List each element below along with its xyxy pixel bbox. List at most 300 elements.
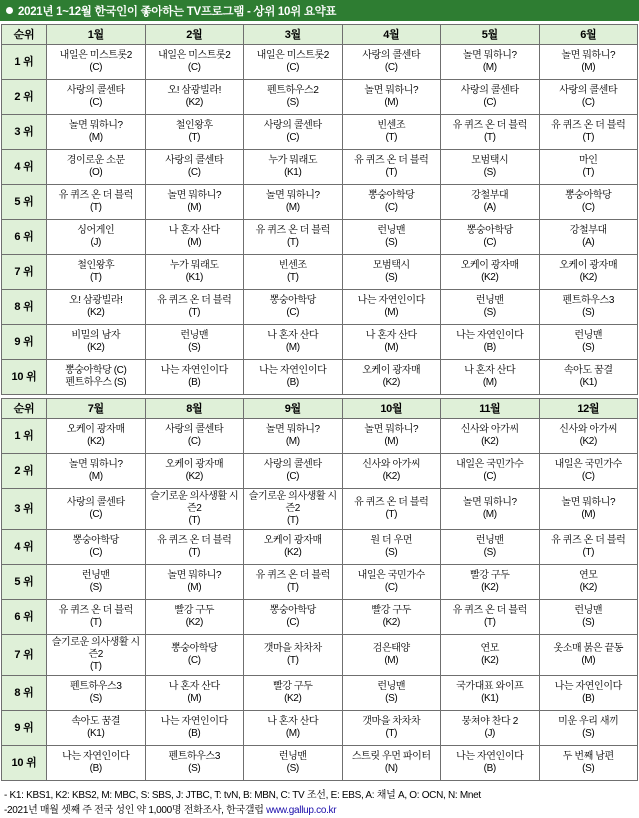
program-cell: [47, 80, 146, 115]
network-code: (S): [286, 763, 299, 774]
table-row: [2, 80, 638, 115]
program-name: 사랑의 콜센타: [263, 459, 322, 470]
program-name: 놀면 뭐하니?: [68, 459, 123, 470]
network-code: (B): [483, 763, 496, 774]
program-name: 모범택시: [372, 260, 410, 271]
column-header-month-3: 3월: [244, 25, 343, 45]
network-code: (O): [89, 167, 103, 178]
program-cell: [441, 150, 540, 185]
program-name: 갯마을 차차차: [263, 643, 322, 654]
network-code: (M): [187, 582, 202, 593]
program-name: 비밀의 남자: [71, 330, 121, 341]
program-cell: [145, 185, 244, 220]
footnote-network-legend: - K1: KBS1, K2: KBS2, M: MBC, S: SBS, J: JTBC, T: tvN, B: MBN, C: TV 조선, E: EBS, A: 채널 A, O: OCN, N: Mnet: [4, 790, 481, 801]
rank-label: 3 위: [2, 115, 47, 150]
network-code: (C): [286, 132, 300, 143]
program-cell: [539, 115, 638, 150]
program-cell: [244, 454, 343, 489]
program-name: 신사와 아가씨: [362, 459, 421, 470]
program-cell: [342, 115, 441, 150]
program-name: 나는 자연인이다: [160, 365, 228, 376]
program-name: 신사와 아가씨: [460, 424, 519, 435]
program-cell: [539, 530, 638, 565]
network-code: (S): [582, 617, 595, 628]
column-header-rank: 순위: [2, 25, 47, 45]
network-code: (K2): [481, 436, 499, 447]
program-cell: [441, 255, 540, 290]
program-cell: [145, 676, 244, 711]
program-cell: [539, 220, 638, 255]
program-cell: [441, 45, 540, 80]
table-row: [2, 290, 638, 325]
network-code: (S): [582, 728, 595, 739]
table-row: [2, 635, 638, 676]
network-code: (K1): [481, 693, 499, 704]
program-cell: [342, 711, 441, 746]
program-name: 빨강 구두: [273, 681, 313, 692]
table-row: [2, 600, 638, 635]
network-code: (J): [484, 728, 495, 739]
network-code: (K1): [87, 728, 105, 739]
program-name: 놀면 뭐하니?: [462, 50, 517, 61]
network-code: (B): [89, 763, 102, 774]
program-cell: [244, 220, 343, 255]
program-name: 사랑의 콜센타: [362, 50, 421, 61]
column-header-month-10: 10월: [342, 399, 441, 419]
program-name: 유 퀴즈 온 더 블럭: [452, 605, 527, 616]
program-cell: [441, 635, 540, 676]
program-name: 사랑의 콜센타: [66, 497, 125, 508]
network-code: (C): [384, 202, 398, 213]
program-cell: [244, 600, 343, 635]
program-name: 내일은 미스트롯2: [256, 50, 329, 61]
column-header-month-11: 11월: [441, 399, 540, 419]
program-name: 놀면 뭐하니?: [265, 190, 320, 201]
program-cell: [47, 565, 146, 600]
program-name: 유 퀴즈 온 더 블럭: [58, 190, 133, 201]
rank-label: 8 위: [2, 676, 47, 711]
network-code: (M): [187, 237, 202, 248]
program-cell: [539, 360, 638, 395]
program-cell: [342, 325, 441, 360]
program-name: 런닝맨: [475, 535, 504, 546]
program-cell: [244, 325, 343, 360]
program-name: 뽕숭아학당 (C) 펜트하우스 (S): [65, 365, 127, 388]
table-row: [2, 185, 638, 220]
network-code: (B): [188, 728, 201, 739]
network-code: (C): [384, 62, 398, 73]
program-cell: [244, 746, 343, 781]
program-name: 나는 자연인이다: [357, 295, 425, 306]
table-row: [2, 454, 638, 489]
network-code: (C): [286, 307, 300, 318]
program-cell: [441, 530, 540, 565]
program-name: 유 퀴즈 온 더 블럭: [551, 535, 626, 546]
program-cell: [441, 325, 540, 360]
network-code: (K2): [87, 342, 105, 353]
program-name: 연모: [480, 643, 500, 654]
column-header-month-9: 9월: [244, 399, 343, 419]
program-name: 펜트하우스3: [70, 681, 122, 692]
table-body: [2, 45, 638, 395]
program-name: 오케이 광자매: [460, 260, 519, 271]
network-code: (K1): [579, 377, 597, 388]
program-cell: [145, 530, 244, 565]
program-cell: [441, 419, 540, 454]
program-cell: [244, 290, 343, 325]
column-header-month-2: 2월: [145, 25, 244, 45]
column-header-month-6: 6월: [539, 25, 638, 45]
table-row: [2, 360, 638, 395]
network-code: (T): [89, 661, 102, 672]
network-code: (K2): [481, 272, 499, 283]
table-row: [2, 565, 638, 600]
network-code: (C): [286, 62, 300, 73]
network-code: (T): [385, 167, 398, 178]
program-cell: [47, 150, 146, 185]
program-cell: [441, 746, 540, 781]
program-cell: [244, 185, 343, 220]
program-name: 사랑의 콜센타: [165, 424, 224, 435]
program-cell: [244, 80, 343, 115]
program-name: 유 퀴즈 온 더 블럭: [255, 225, 330, 236]
network-code: (T): [582, 167, 595, 178]
program-name: 오! 삼광빌라!: [69, 295, 123, 306]
program-cell: [441, 290, 540, 325]
network-code: (C): [483, 237, 497, 248]
table-row: [2, 676, 638, 711]
program-name: 나 혼자 산다: [267, 716, 319, 727]
program-name: 싱어게인: [77, 225, 115, 236]
program-cell: [244, 530, 343, 565]
rank-label: 2 위: [2, 454, 47, 489]
program-cell: [539, 489, 638, 530]
table-row: [2, 150, 638, 185]
network-code: (C): [384, 582, 398, 593]
rank-label: 9 위: [2, 325, 47, 360]
network-code: (S): [385, 693, 398, 704]
program-cell: [47, 290, 146, 325]
network-code: (K2): [87, 307, 105, 318]
program-cell: [145, 45, 244, 80]
network-code: (T): [483, 132, 496, 143]
network-code: (C): [89, 509, 103, 520]
program-name: 강철부대: [569, 225, 607, 236]
network-code: (K1): [185, 272, 203, 283]
network-code: (M): [285, 728, 300, 739]
program-cell: [145, 711, 244, 746]
program-cell: [342, 45, 441, 80]
network-code: (T): [89, 617, 102, 628]
program-cell: [47, 419, 146, 454]
program-name: 놀면 뭐하니?: [364, 85, 419, 96]
program-cell: [342, 565, 441, 600]
program-name: 오케이 광자매: [263, 535, 322, 546]
program-name: 옷소매 붉은 끝동: [553, 643, 624, 654]
program-name: 사랑의 콜센타: [559, 85, 618, 96]
program-name: 런닝맨: [81, 570, 110, 581]
program-cell: [244, 676, 343, 711]
program-cell: [145, 489, 244, 530]
program-name: 누가 뭐래도: [268, 155, 318, 166]
column-header-month-12: 12월: [539, 399, 638, 419]
network-code: (M): [482, 509, 497, 520]
network-code: (M): [88, 471, 103, 482]
program-name: 내일은 미스트롯2: [158, 50, 231, 61]
footnote-survey-text: -2021년 매월 셋째 주 전국 성인 약 1,000명 전화조사, 한국갤럽: [4, 805, 267, 816]
network-code: (C): [187, 436, 201, 447]
program-cell: [47, 635, 146, 676]
program-cell: [342, 220, 441, 255]
program-name: 오케이 광자매: [165, 459, 224, 470]
table-row: [2, 419, 638, 454]
program-cell: [539, 150, 638, 185]
program-name: 놀면 뭐하니?: [167, 570, 222, 581]
network-code: (K2): [579, 582, 597, 593]
table-header-row: [2, 25, 638, 45]
network-code: (T): [188, 515, 201, 526]
table-row: [2, 530, 638, 565]
program-name: 내일은 국민가수: [357, 570, 425, 581]
program-cell: [342, 746, 441, 781]
program-cell: [47, 45, 146, 80]
program-name: 유 퀴즈 온 더 블럭: [551, 120, 626, 131]
network-code: (M): [482, 62, 497, 73]
program-cell: [342, 635, 441, 676]
network-code: (M): [285, 436, 300, 447]
network-code: (T): [286, 237, 299, 248]
column-header-month-8: 8월: [145, 399, 244, 419]
network-code: (S): [188, 763, 201, 774]
program-cell: [47, 600, 146, 635]
program-name: 나는 자연인이다: [554, 681, 622, 692]
program-name: 뭉쳐야 찬다 2: [461, 716, 518, 727]
rank-label: 3 위: [2, 489, 47, 530]
gallup-link[interactable]: www.gallup.co.kr: [266, 805, 337, 816]
network-code: (K2): [87, 436, 105, 447]
program-cell: [47, 360, 146, 395]
rank-label: 5 위: [2, 185, 47, 220]
program-name: 뽕숭아학당: [72, 535, 119, 546]
program-cell: [539, 635, 638, 676]
network-code: (M): [581, 509, 596, 520]
column-header-month-4: 4월: [342, 25, 441, 45]
program-name: 신사와 아가씨: [559, 424, 618, 435]
program-cell: [244, 635, 343, 676]
network-code: (T): [582, 547, 595, 558]
program-cell: [441, 711, 540, 746]
program-cell: [539, 419, 638, 454]
program-cell: [342, 360, 441, 395]
table-row: [2, 255, 638, 290]
program-cell: [145, 80, 244, 115]
network-code: (M): [384, 342, 399, 353]
program-cell: [47, 676, 146, 711]
program-cell: [47, 255, 146, 290]
program-name: 런닝맨: [180, 330, 209, 341]
program-name: 런닝맨: [377, 225, 406, 236]
ranking-table-second-half: [1, 398, 638, 781]
rank-label: 1 위: [2, 419, 47, 454]
column-header-month-1: 1월: [47, 25, 146, 45]
program-cell: [47, 115, 146, 150]
network-code: (C): [581, 471, 595, 482]
network-code: (M): [581, 62, 596, 73]
footnote-survey-info: [4, 803, 639, 818]
network-code: (C): [581, 202, 595, 213]
program-name: 슬기로운 의사생활 시즌2: [248, 491, 337, 514]
program-name: 마인: [578, 155, 598, 166]
program-cell: [441, 80, 540, 115]
program-name: 내일은 국민가수: [554, 459, 622, 470]
table-row: [2, 115, 638, 150]
network-code: (K2): [284, 547, 302, 558]
program-name: 놀면 뭐하니?: [364, 424, 419, 435]
network-code: (M): [285, 342, 300, 353]
program-cell: [244, 115, 343, 150]
program-name: 빨강 구두: [371, 605, 411, 616]
network-code: (T): [385, 728, 398, 739]
program-cell: [539, 454, 638, 489]
program-name: 사랑의 콜센타: [66, 85, 125, 96]
program-cell: [145, 150, 244, 185]
program-cell: [539, 325, 638, 360]
network-code: (J): [90, 237, 101, 248]
program-name: 펜트하우스3: [168, 751, 220, 762]
program-name: 나는 자연인이다: [160, 716, 228, 727]
program-name: 유 퀴즈 온 더 블럭: [452, 120, 527, 131]
network-code: (S): [582, 763, 595, 774]
program-name: 빈센조: [377, 120, 406, 131]
network-code: (C): [187, 655, 201, 666]
program-name: 유 퀴즈 온 더 블럭: [255, 570, 330, 581]
program-cell: [441, 220, 540, 255]
network-code: (S): [483, 307, 496, 318]
network-code: (S): [286, 97, 299, 108]
program-cell: [539, 290, 638, 325]
program-name: 나 혼자 산다: [267, 330, 319, 341]
network-code: (M): [187, 693, 202, 704]
program-cell: [441, 185, 540, 220]
program-name: 속아도 꿈결: [71, 716, 121, 727]
network-code: (M): [384, 436, 399, 447]
program-name: 오! 삼광빌라!: [167, 85, 221, 96]
program-cell: [342, 255, 441, 290]
program-name: 런닝맨: [377, 681, 406, 692]
rank-label: 4 위: [2, 150, 47, 185]
program-name: 검은태양: [372, 643, 410, 654]
network-code: (S): [188, 342, 201, 353]
network-code: (M): [285, 202, 300, 213]
program-name: 뽕숭아학당: [269, 295, 316, 306]
network-code: (K2): [185, 471, 203, 482]
program-cell: [145, 255, 244, 290]
program-cell: [145, 115, 244, 150]
program-name: 철인왕후: [77, 260, 115, 271]
rank-label: 5 위: [2, 565, 47, 600]
network-code: (S): [582, 307, 595, 318]
network-code: (K2): [382, 471, 400, 482]
program-name: 스트릿 우먼 파이터: [351, 751, 431, 762]
network-code: (N): [384, 763, 398, 774]
rank-label: 7 위: [2, 255, 47, 290]
network-code: (T): [385, 509, 398, 520]
program-name: 나는 자연인이다: [456, 751, 524, 762]
program-name: 사랑의 콜센타: [165, 155, 224, 166]
program-name: 속아도 꿈결: [563, 365, 613, 376]
program-cell: [145, 454, 244, 489]
program-name: 런닝맨: [574, 605, 603, 616]
network-code: (B): [286, 377, 299, 388]
network-code: (M): [88, 132, 103, 143]
program-cell: [244, 45, 343, 80]
network-code: (K2): [185, 617, 203, 628]
program-cell: [342, 454, 441, 489]
program-cell: [441, 489, 540, 530]
program-name: 내일은 국민가수: [456, 459, 524, 470]
network-code: (T): [89, 202, 102, 213]
program-name: 유 퀴즈 온 더 블럭: [157, 295, 232, 306]
program-cell: [342, 150, 441, 185]
program-name: 펜트하우스2: [267, 85, 319, 96]
program-cell: [145, 565, 244, 600]
network-code: (C): [89, 62, 103, 73]
network-code: (C): [581, 97, 595, 108]
program-name: 오케이 광자매: [362, 365, 421, 376]
program-name: 놀면 뭐하니?: [68, 120, 123, 131]
table-header-row: [2, 399, 638, 419]
network-code: (C): [187, 62, 201, 73]
program-name: 뽕숭아학당: [269, 605, 316, 616]
program-cell: [145, 325, 244, 360]
program-name: 놀면 뭐하니?: [561, 50, 616, 61]
network-code: (T): [582, 132, 595, 143]
network-code: (S): [89, 693, 102, 704]
network-code: (C): [89, 97, 103, 108]
program-cell: [47, 489, 146, 530]
network-code: (C): [286, 617, 300, 628]
network-code: (S): [385, 237, 398, 248]
program-cell: [145, 290, 244, 325]
program-name: 나는 자연인이다: [259, 365, 327, 376]
program-cell: [441, 565, 540, 600]
network-code: (B): [582, 693, 595, 704]
rank-label: 10 위: [2, 746, 47, 781]
network-code: (K2): [185, 97, 203, 108]
network-code: (M): [581, 655, 596, 666]
program-cell: [145, 220, 244, 255]
program-name: 나 혼자 산다: [168, 681, 220, 692]
program-name: 슬기로운 의사생활 시즌2: [150, 491, 239, 514]
program-name: 뽕숭아학당: [368, 190, 415, 201]
program-cell: [539, 746, 638, 781]
program-cell: [539, 45, 638, 80]
program-name: 사랑의 콜센타: [263, 120, 322, 131]
network-code: (K2): [382, 377, 400, 388]
program-cell: [145, 746, 244, 781]
network-code: (K2): [382, 617, 400, 628]
network-code: (K2): [481, 655, 499, 666]
network-code: (M): [384, 307, 399, 318]
program-name: 유 퀴즈 온 더 블럭: [157, 535, 232, 546]
network-code: (M): [482, 377, 497, 388]
network-code: (B): [483, 342, 496, 353]
rank-label: 8 위: [2, 290, 47, 325]
table-row: [2, 45, 638, 80]
program-cell: [441, 115, 540, 150]
program-name: 내일은 미스트롯2: [59, 50, 132, 61]
program-cell: [47, 220, 146, 255]
